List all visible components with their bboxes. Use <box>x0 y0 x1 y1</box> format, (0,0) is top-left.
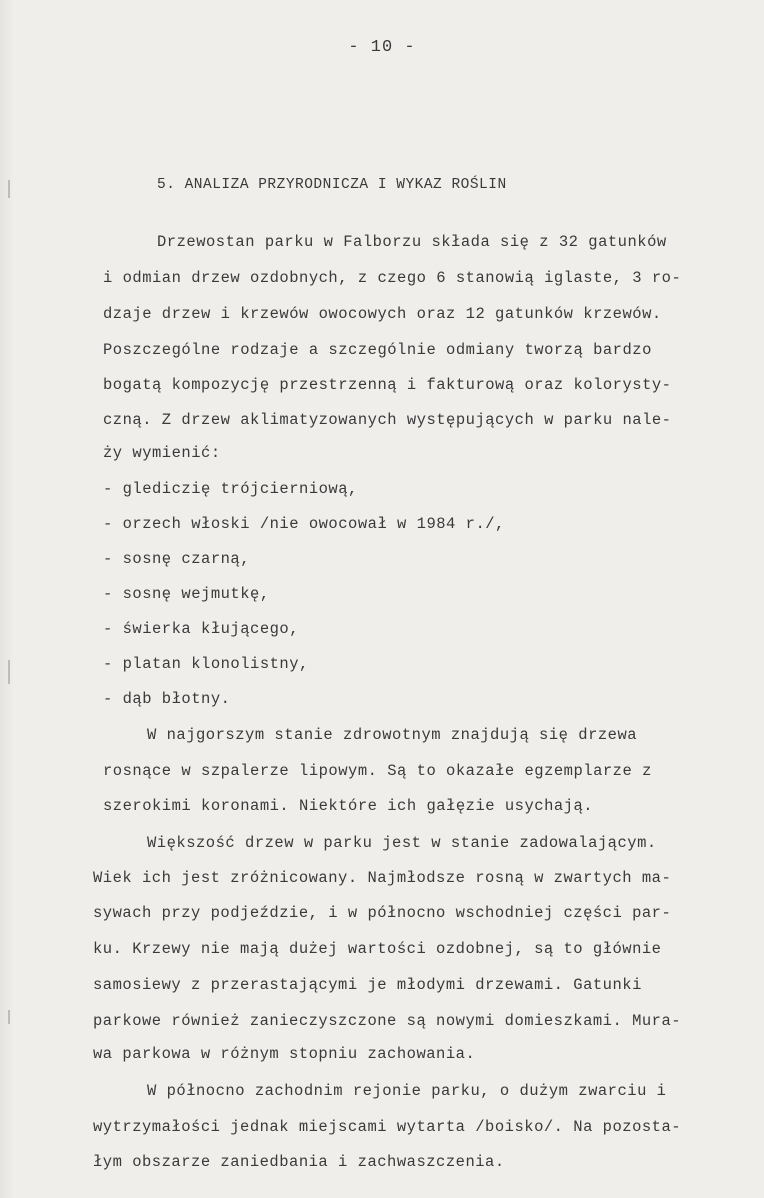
scan-mark <box>8 660 10 684</box>
list-item: - platan klonolistny, <box>103 655 309 673</box>
text-line: szerokimi koronami. Niektóre ich gałęzie usychają. <box>103 797 594 815</box>
list-item: - orzech włoski /nie owocował w 1984 r./, <box>103 515 505 533</box>
page-number: - 10 - <box>348 38 416 57</box>
scan-mark <box>8 180 10 198</box>
text-line: parkowe również zanieczyszczone są nowymi domieszkami. Mura- <box>93 1012 682 1030</box>
text-line: Poszczególne rodzaje a szczególnie odmiany tworzą bardzo <box>103 341 652 359</box>
text-line: wytrzymałości jednak miejscami wytarta /boisko/. Na pozosta- <box>93 1118 682 1136</box>
text-line: i odmian drzew ozdobnych, z czego 6 stanowią iglaste, 3 ro- <box>103 269 682 287</box>
text-line: wa parkowa w różnym stopniu zachowania. <box>93 1045 476 1063</box>
text-line: rosnące w szpalerze lipowym. Są to okazałe egzemplarze z <box>103 762 652 780</box>
text-line: Drzewostan parku w Falborzu składa się z 32 gatunków <box>157 233 667 251</box>
text-line: Większość drzew w parku jest w stanie zadowalającym. <box>147 834 657 852</box>
text-line: W północno zachodnim rejonie parku, o dużym zwarciu i <box>147 1082 667 1100</box>
text-line: łym obszarze zaniedbania i zachwaszczenia. <box>93 1153 505 1171</box>
text-line: dzaje drzew i krzewów owocowych oraz 12 gatunków krzewów. <box>103 305 662 323</box>
list-item: - sosnę wejmutkę, <box>103 585 270 603</box>
text-line: sywach przy podjeździe, i w północno wschodniej części par- <box>93 904 672 922</box>
list-item: - sosnę czarną, <box>103 550 251 568</box>
text-line: czną. Z drzew aklimatyzowanych występujących w parku nale- <box>103 411 672 429</box>
text-line: samosiewy z przerastającymi je młodymi drzewami. Gatunki <box>93 976 642 994</box>
text-line: ku. Krzewy nie mają dużej wartości ozdobnej, są to głównie <box>93 940 662 958</box>
text-line: W najgorszym stanie zdrowotnym znajdują się drzewa <box>147 726 638 744</box>
section-heading: 5. ANALIZA PRZYRODNICZA I WYKAZ ROŚLIN <box>157 177 507 193</box>
list-item: - świerka kłującego, <box>103 620 300 638</box>
list-item: - dąb błotny. <box>103 690 231 708</box>
text-line: ży wymienić: <box>103 444 221 462</box>
scan-mark <box>8 1010 10 1024</box>
text-line: bogatą kompozycję przestrzenną i fakturową oraz kolorysty- <box>103 376 672 394</box>
text-line: Wiek ich jest zróżnicowany. Najmłodsze rosną w zwartych ma- <box>93 869 672 887</box>
list-item: - glediczię trójcierniową, <box>103 480 358 498</box>
